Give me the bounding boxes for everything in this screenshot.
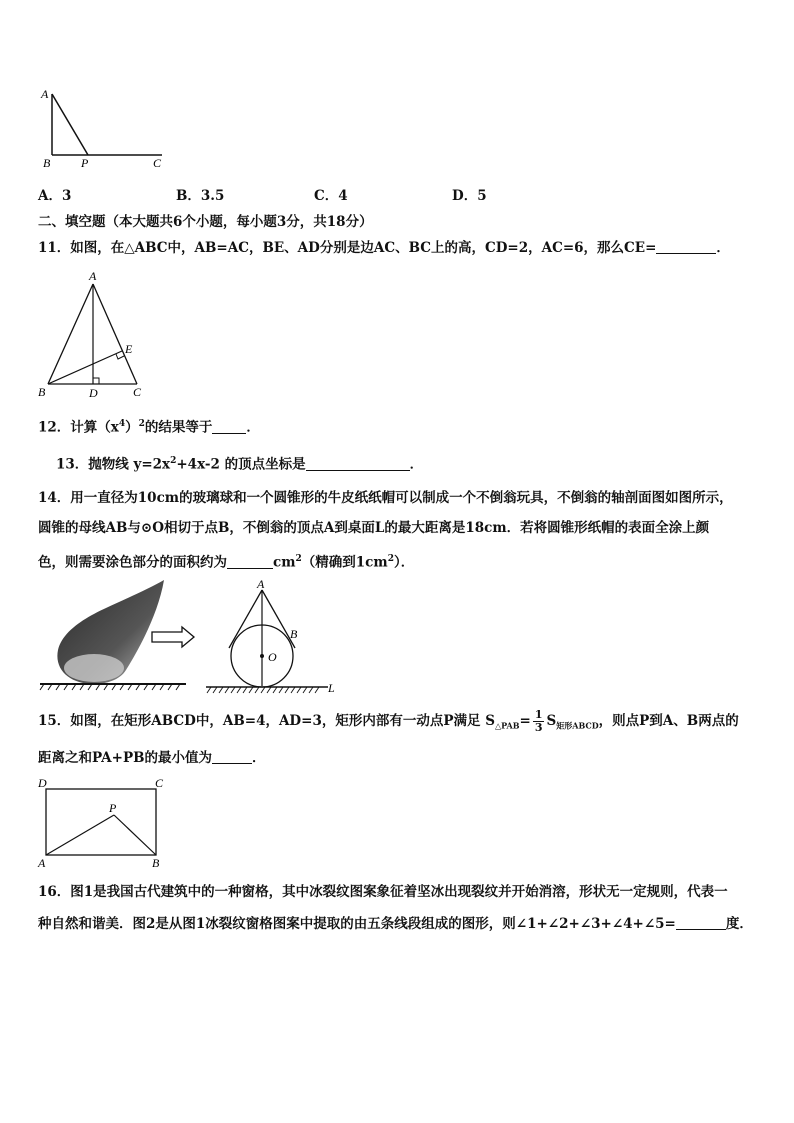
q12-exp2: 2 <box>138 419 145 429</box>
q15-line2 <box>38 748 266 768</box>
q15-label-d: D <box>38 776 47 790</box>
q13-answer-blank[interactable] <box>306 456 410 471</box>
q10-option-d: D．5 <box>452 188 487 204</box>
q12-body2: ） <box>125 419 139 436</box>
q12-exp1: 4 <box>118 419 126 429</box>
q15-eq: = <box>519 713 531 729</box>
q14-exp2: 2 <box>387 554 394 564</box>
q14-answer-blank[interactable] <box>227 554 273 569</box>
q14-label-l: L <box>328 681 335 695</box>
q11-label-d: D <box>89 386 98 400</box>
q14-line3 <box>38 549 414 573</box>
q15-sub1: △PAB <box>494 720 520 731</box>
q10-figure <box>36 84 170 172</box>
q15-line1 <box>38 706 739 741</box>
q12-end: ． <box>246 419 260 436</box>
q15-figure <box>34 774 170 870</box>
q15-label-c: C <box>155 776 164 790</box>
q16-answer-blank[interactable] <box>676 915 726 930</box>
q11-figure <box>34 268 150 400</box>
q11-text <box>38 238 730 258</box>
q15-sub2: 矩形ABCD <box>556 720 599 731</box>
q12-text <box>38 414 260 438</box>
q15-end: ． <box>252 750 266 766</box>
q15-line1b: ，则点P到A、B两点的 <box>598 713 739 729</box>
q14-line3d: ）． <box>393 554 415 571</box>
q15-label-b: B <box>152 856 160 870</box>
q11-answer-blank[interactable] <box>656 239 716 254</box>
q15-line2-body: 距离之和PA+PB的最小值为 <box>38 750 213 766</box>
q13-body: 13．抛物线 y=2x <box>56 456 171 473</box>
q16-line1: 16．图1是我国古代建筑中的一种窗格，其中冰裂纹图案象征着坚冰出现裂纹并开始消溶，形状无一定规则，代表一 <box>38 884 728 900</box>
q15-label-p: P <box>109 801 117 815</box>
q13-end: ． <box>409 456 424 473</box>
q10-label-c: C <box>153 156 162 170</box>
q14-label-a: A <box>257 577 265 591</box>
q15-label-a: A <box>38 856 46 870</box>
q14-line3a: 色，则需要涂色部分的面积约为 <box>38 554 227 571</box>
q14-label-b: B <box>290 627 298 641</box>
q14-line2: 圆锥的母线AB与⊙O相切于点B，不倒翁的顶点A到桌面L的最大距离是18cm．若将圆锥形纸帽的表面全涂上颜 <box>38 520 710 536</box>
q14-label-o: O <box>268 650 277 664</box>
q14-line3c: （精确到1cm <box>301 554 388 571</box>
q14-line3b: cm <box>273 554 296 571</box>
q10-option-b: B．3.5 <box>176 188 225 204</box>
q14-exp1: 2 <box>295 554 302 564</box>
q13-body2: +4x-2 的顶点坐标是 <box>176 456 306 473</box>
q13-text <box>56 451 423 475</box>
q16-line2a: 种自然和谐美．图2是从图1冰裂纹窗格图案中提取的由五条线段组成的图形，则∠1+∠2+∠3+∠4+∠5= <box>38 916 676 932</box>
q11-end: ． <box>716 240 730 256</box>
q15-s2: S <box>546 713 557 729</box>
q11-label-b: B <box>38 385 46 399</box>
q15-answer-blank[interactable] <box>212 749 252 764</box>
arrow-right-icon <box>152 627 194 647</box>
q11-label-e: E <box>125 342 133 356</box>
q16-line2 <box>38 914 753 934</box>
q11-label-c: C <box>133 385 142 399</box>
q12-answer-blank[interactable] <box>212 419 246 434</box>
q10-option-c: C．4 <box>314 188 348 204</box>
q11-label-a: A <box>89 269 97 283</box>
q14-figure <box>36 576 346 696</box>
q13-exp: 2 <box>170 456 177 466</box>
q14-line1: 14．用一直径为10cm的玻璃球和一个圆锥形的牛皮纸纸帽可以制成一个不倒翁玩具，不倒翁的轴剖面图如图所示， <box>38 490 733 506</box>
q15-line1a: 15．如图，在矩形ABCD中，AB=4，AD=3，矩形内部有一动点P满足 S <box>38 713 495 729</box>
q12-body3: 的结果等于 <box>144 419 213 436</box>
q15-fraction <box>533 709 545 734</box>
q15-frac-num: 1 <box>534 708 543 721</box>
q10-option-a: A．3 <box>38 188 72 204</box>
q11-body: 11．如图，在△ABC中，AB=AC，BE、AD分别是边AC、BC上的高，CD=2，AC=6，那么CE= <box>38 240 657 256</box>
q15-frac-den: 3 <box>534 721 543 734</box>
q10-label-p: P <box>81 156 89 170</box>
q10-label-a: A <box>41 87 49 101</box>
cone-ball-diagram <box>206 577 335 695</box>
q16-line2b: 度． <box>725 916 753 932</box>
section-heading: 二、填空题（本大题共6个小题，每小题3分，共18分） <box>38 214 373 230</box>
q10-label-b: B <box>43 156 51 170</box>
q12-body: 12．计算（x <box>38 419 119 436</box>
